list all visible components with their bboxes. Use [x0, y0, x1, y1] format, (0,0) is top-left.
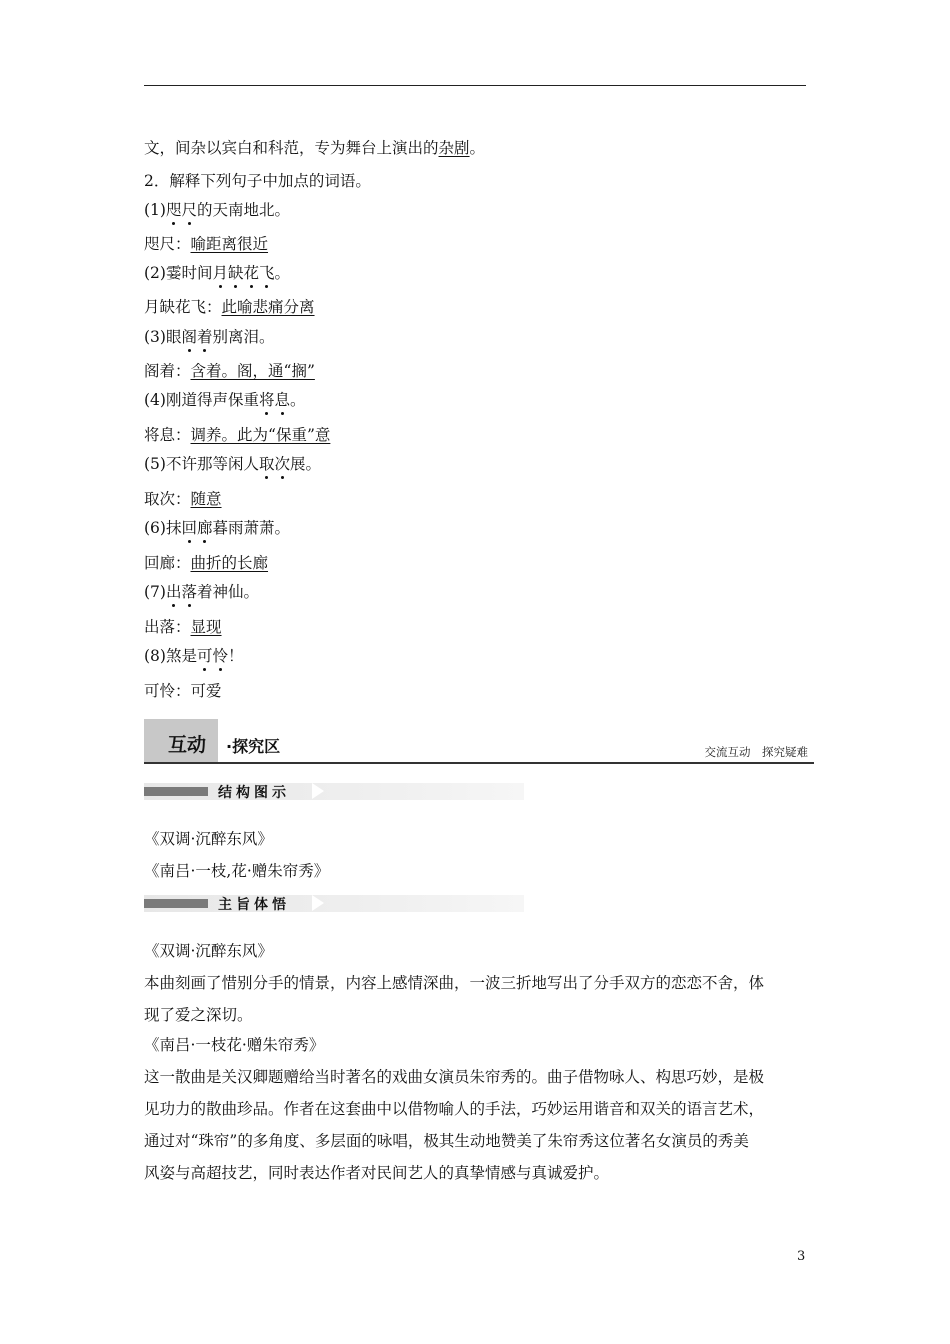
item-1-sentence: (1)咫尺的天南地北。: [144, 201, 291, 219]
item-5-sentence: (5)不许那等闲人取次展。: [144, 455, 322, 473]
section-structure-header: [144, 783, 524, 800]
intro-answer: 杂剧: [438, 139, 470, 157]
section-title: 主旨体悟: [218, 897, 290, 913]
item-4-answer: 将息：调养。此为“保重”意: [144, 426, 331, 444]
work-2-title: 《南吕·一枝花·赠朱帘秀》: [144, 1036, 325, 1054]
item-1-answer: 咫尺：喻距离很近: [144, 235, 269, 253]
structure-line-2: 《南吕·一枝,花·赠朱帘秀》: [144, 862, 330, 880]
question-2-title: 2．解释下列句子中加点的词语。: [144, 172, 371, 190]
item-6-answer: 回廊：曲折的长廊: [144, 554, 269, 572]
section-bar: [144, 787, 208, 796]
banner-subtitle: ·探究区: [226, 737, 281, 756]
intro-line: [144, 137, 485, 159]
banner-tagline: 交流互动 探究疑难: [704, 745, 808, 759]
item-3-sentence: (3)眼阁着别离泪。: [144, 328, 275, 346]
intro-text: 文，间杂以宾白和科范，专为舞台上演出的: [144, 139, 439, 157]
item-7-answer: 出落：显现: [144, 618, 222, 636]
work-2-line-1: 这一散曲是关汉卿题赠给当时著名的戏曲女演员朱帘秀的。曲子借物咏人、构思巧妙，是极: [144, 1068, 765, 1086]
item-2-sentence: (2)霎时间月缺花飞。: [144, 264, 291, 282]
section-arrow-icon: [312, 783, 324, 799]
item-6-sentence: (6)抹回廊暮雨萧萧。: [144, 519, 291, 537]
interactive-section-banner: [144, 719, 814, 764]
item-3-answer: 阁着：含着。阁，通“搁”: [144, 362, 315, 380]
item-8-sentence: (8)煞是可怜！: [144, 647, 244, 665]
section-bar: [144, 899, 208, 908]
work-1-title: 《双调·沉醉东风》: [144, 942, 273, 960]
intro-end: 。: [469, 139, 486, 157]
work-2-line-3: 通过对“珠帘”的多角度、多层面的咏唱，极其生动地赞美了朱帘秀这位著名女演员的秀美: [144, 1132, 749, 1150]
item-5-answer: 取次：随意: [144, 490, 222, 508]
item-8-answer: 可怜：可爱: [144, 682, 222, 700]
item-4-sentence: (4)刚道得声保重将息。: [144, 391, 306, 409]
section-arrow-icon: [312, 895, 324, 911]
section-title: 结构图示: [218, 785, 290, 801]
work-2-line-4: 风姿与高超技艺，同时表达作者对民间艺人的真挚情感与真诚爱护。: [144, 1164, 610, 1182]
banner-title: 互动: [168, 734, 207, 756]
work-1-line-2: 现了爱之深切。: [144, 1006, 253, 1024]
header-rule: [144, 85, 806, 86]
work-1-line-1: 本曲刻画了惜别分手的情景，内容上感情深曲，一波三折地写出了分手双方的恋恋不舍，体: [144, 974, 765, 992]
item-2-answer: 月缺花飞：此喻悲痛分离: [144, 298, 315, 316]
page-number: 3: [797, 1249, 806, 1264]
structure-line-1: 《双调·沉醉东风》: [144, 830, 273, 848]
work-2-line-2: 见功力的散曲珍品。作者在这套曲中以借物喻人的手法，巧妙运用谐音和双关的语言艺术，: [144, 1100, 765, 1118]
item-7-sentence: (7)出落着神仙。: [144, 583, 260, 601]
banner-rule: [144, 762, 814, 764]
section-theme-header: [144, 895, 524, 912]
